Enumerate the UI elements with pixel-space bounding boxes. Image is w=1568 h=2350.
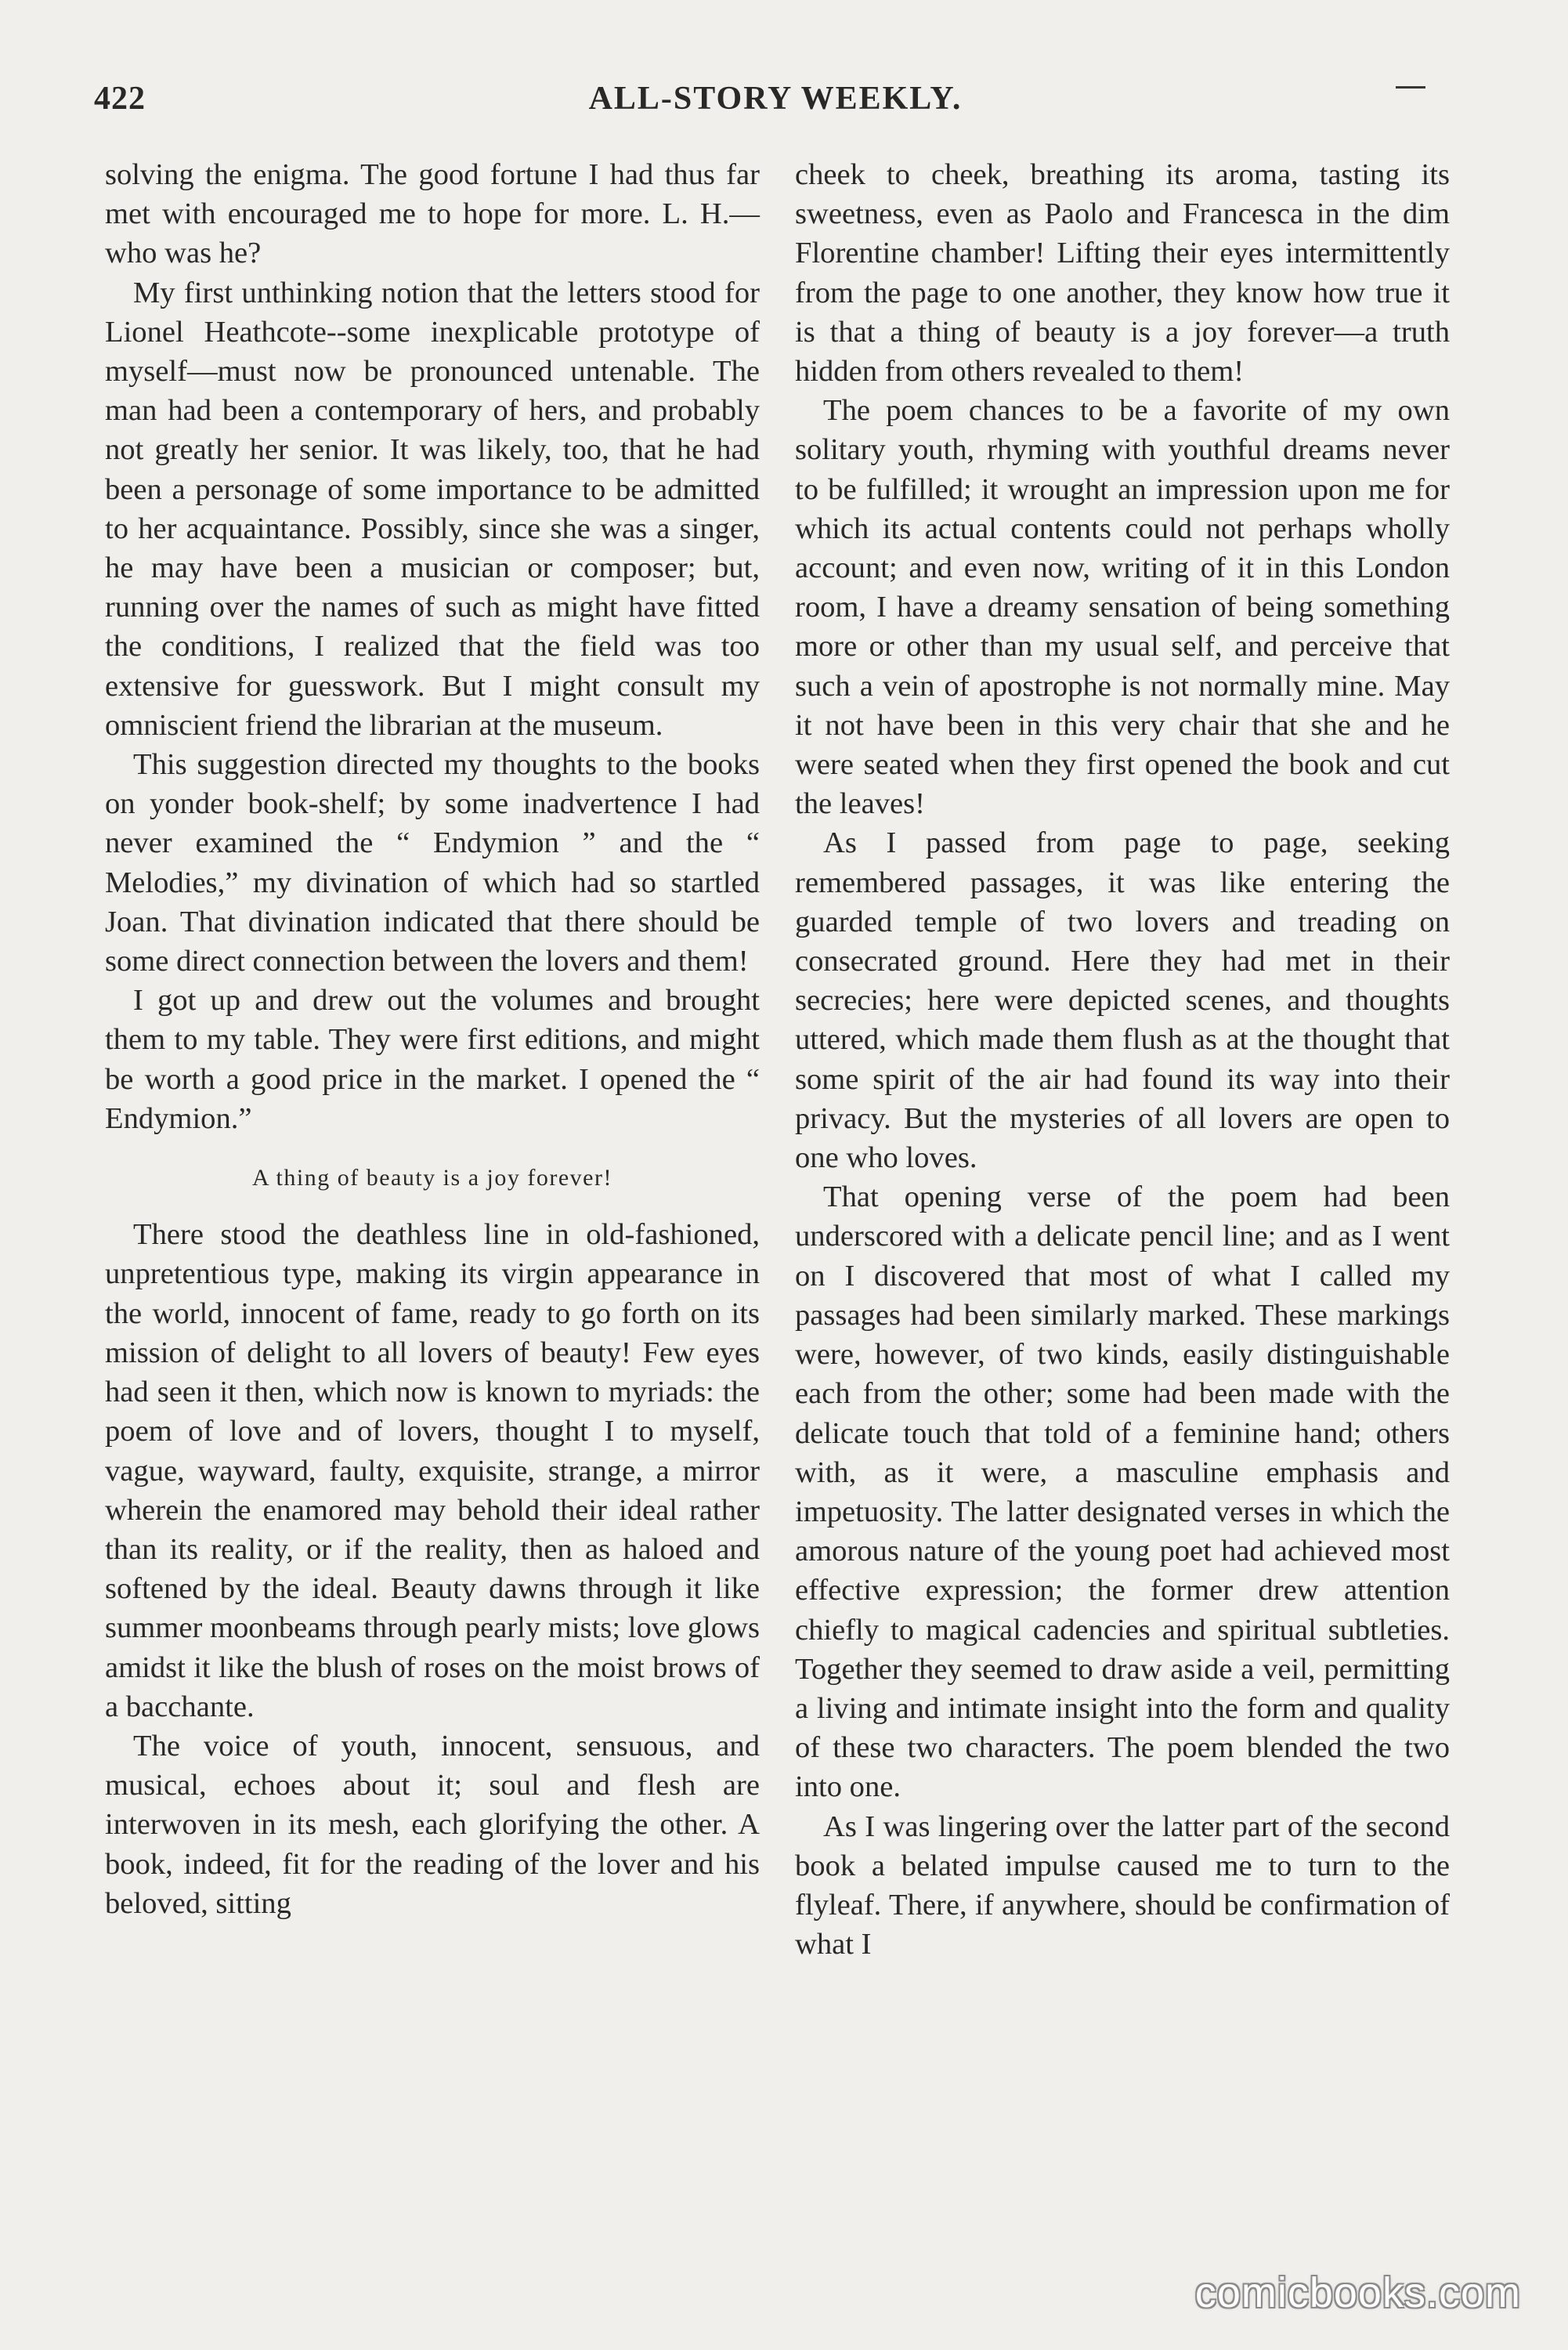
epigraph-quote: A thing of beauty is a joy forever!	[252, 1165, 612, 1191]
running-head-title: ALL-STORY WEEKLY.	[588, 81, 963, 117]
paragraph: My first unthinking notion that the letters stood for Lionel Heathcote--some inexplicable prototype of myself—must now be pronounced untenable. The man had been a contemporary of hers, and probably not greatly her senior. It was likely, too, that he had been a personage of some importance to be admitted to her acquaintance. Possibly, since she was a singer, he may have been a musician or composer; but, running over the names of such as might have fitted the conditions, I realized that the field was too extensive for guesswork. But I might consult my omniscient friend the librarian at the museum.	[105, 276, 760, 742]
right-text-column	[795, 155, 1450, 1964]
paragraph: solving the enigma. The good fortune I had thus far met with encouraged me to hope for more. L. H.—who was he?	[105, 158, 760, 270]
left-text-column	[105, 155, 760, 1923]
paragraph: cheek to cheek, breathing its aroma, tasting its sweetness, even as Paolo and Francesca in the dim Florentine chamber! Lifting their eyes intermittently from the page to one another, they know how true it is that a thing of beauty is a joy forever—a truth hidden from others revealed to them!	[795, 158, 1450, 389]
paragraph: This suggestion directed my thoughts to the books on yonder book-shelf; by some inadvertence I had never examined the “ Endymion ” and the “ Melodies,” my divination of which had so startled Joan. That divination indicated that there should be some direct connection between the lovers and them!	[105, 748, 760, 978]
paragraph: The voice of youth, innocent, sensuous, and musical, echoes about it; soul and flesh are interwoven in its mesh, each glorifying the other. A book, indeed, fit for the reading of the lover and his beloved, sitting	[105, 1729, 760, 1920]
paragraph: As I passed from page to page, seeking remembered passages, it was like entering the guarded temple of two lovers and treading on consecrated ground. Here they had met in their secrecies; here were depicted scenes, and thoughts uttered, which made them flush as at the thought that some spirit of the air had found its way into their privacy. But the mysteries of all lovers are open to one who loves.	[795, 826, 1450, 1175]
page-header	[94, 80, 1457, 135]
paragraph: I got up and drew out the volumes and brought them to my table. They were first editions, and might be worth a good price in the market. I opened the “ Endymion.”	[105, 984, 760, 1135]
paragraph: As I was lingering over the latter part of the second book a belated impulse caused me to turn to the flyleaf. There, if anywhere, should be confirmation of what I	[795, 1810, 1450, 1961]
paragraph: The poem chances to be a favorite of my own solitary youth, rhyming with youthful dreams never to be fulfilled; it wrought an impression upon me for which its actual contents could not perhaps wholly account; and even now, writing of it in this London room, I have a dreamy sensation of being something more or other than my usual self, and perceive that such a vein of apostrophe is not normally mine. May it not have been in this very chair that she and he were seated when they first opened the book and cut the leaves!	[795, 394, 1450, 821]
watermark-logo: comicbooks.com	[1194, 2269, 1521, 2316]
corner-dash-mark	[1396, 86, 1425, 89]
paragraph: There stood the deathless line in old-fashioned, unpretentious type, making its virgin appearance in the world, innocent of fame, ready to go forth on its mission of delight to all lovers of beauty! Few eyes had seen it then, which now is known to myriads: the poem of love and of lovers, thought I to myself, vague, wayward, faulty, exquisite, strange, a mirror wherein the enamored may behold their ideal rather than its reality, or if the reality, then as haloed and softened by the ideal. Beauty dawns through it like summer moonbeams through pearly mists; love glows amidst it like the blush of roses on the moist brows of a bacchante.	[105, 1218, 760, 1723]
paragraph: That opening verse of the poem had been underscored with a delicate pencil line; and as I went on I discovered that most of what I called my passages had been similarly marked. These markings were, however, of two kinds, easily distinguishable each from the other; some had been made with the delicate touch that told of a feminine hand; others with, as it were, a masculine emphasis and impetuosity. The latter designated verses in which the amorous nature of the young poet had achieved most effective expression; the former drew attention chiefly to magical cadencies and spiritual subtleties. Together they seemed to draw aside a veil, permitting a living and intimate insight into the form and quality of these two characters. The poem blended the two into one.	[795, 1180, 1450, 1804]
page-number: 422	[94, 81, 146, 117]
